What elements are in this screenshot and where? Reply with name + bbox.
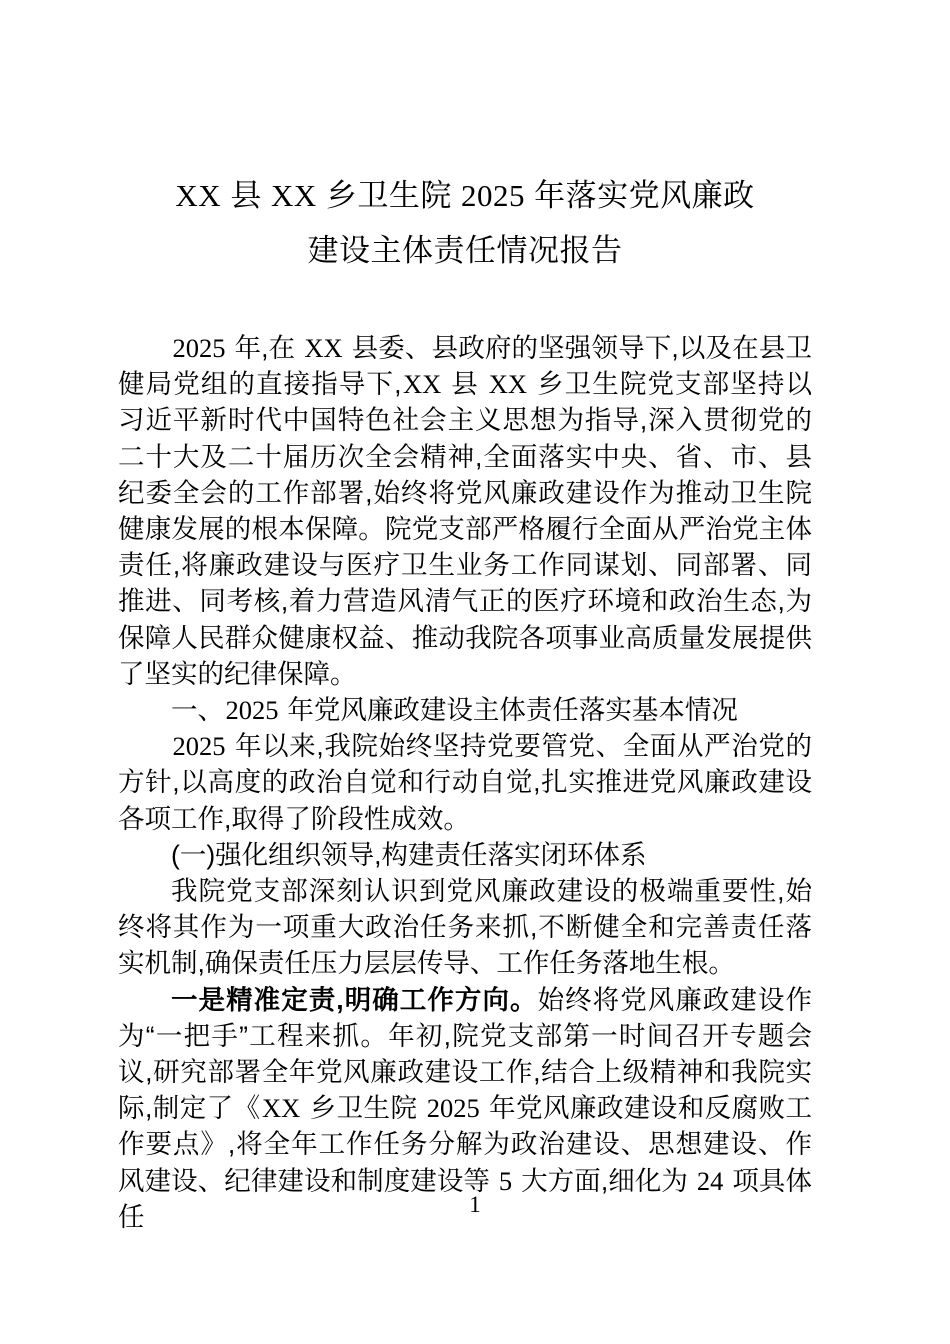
subsection-1-1-paragraph: 我院党支部深刻认识到党风廉政建设的极端重要性,始终将其作为一项重大政治任务来抓,不断健全和完善责任落实机制,确保责任压力层层传导、工作任务落地生根。 (118, 876, 812, 979)
page-number: 1 (469, 1192, 481, 1217)
intro-paragraph: 2025 年,在 XX 县委、县政府的坚强领导下,以及在县卫健局党组的直接指导下,XX 县 XX 乡卫生院党支部坚持以习近平新时代中国特色社会主义思想为指导,深入贯彻党的二十大及二十届历次全会精神,全面落实中央、省、市、县纪委全会的工作部署,始终将党风廉政建设作为推动卫生院健康发展的根本保障。院党支部严格履行全面从严治党主体责任,将廉政建设与医疗卫生业务工作同谋划、同部署、同推进、同考核,着力营造风清气正的医疗环境和政治生态,为保障人民群众健康权益、推动我院各项事业高质量发展提供了坚实的纪律保障。 (118, 333, 812, 689)
section-heading-1: 一、2025 年党风廉政建设主体责任落实基本情况 (171, 695, 738, 726)
item-paragraph-1: 一是精准定责,明确工作方向。始终将党风廉政建设作为“一把手”工程来抓。年初,院党支部第一时间召开专题会议,研究部署全年党风廉政建设工作,结合上级精神和我院实际,制定了《XX 乡卫生院 2025 年党风廉政建设和反腐败工作要点》,将全年工作任务分解为政治建设、思想建设、作风建设、纪律建设和制度建设等 5 大方面,细化为 24 项具体任 (118, 984, 813, 1232)
document-title-line-2: 建设主体责任情况报告 (307, 233, 623, 268)
document-body (118, 330, 812, 1235)
section-1-paragraph: 2025 年以来,我院始终坚持党要管党、全面从严治党的方针,以高度的政治自觉和行动自觉,扎实推进党风廉政建设各项工作,取得了阶段性成效。 (118, 731, 812, 834)
item-paragraph-1-lead: 一是精准定责,明确工作方向。 (171, 984, 538, 1015)
document-title-line-1: XX 县 XX 乡卫生院 2025 年落实党风廉政 (175, 178, 755, 213)
document-title (118, 168, 812, 278)
subsection-heading-1-1: (一)强化组织领导,构建责任落实闭环体系 (171, 839, 647, 870)
